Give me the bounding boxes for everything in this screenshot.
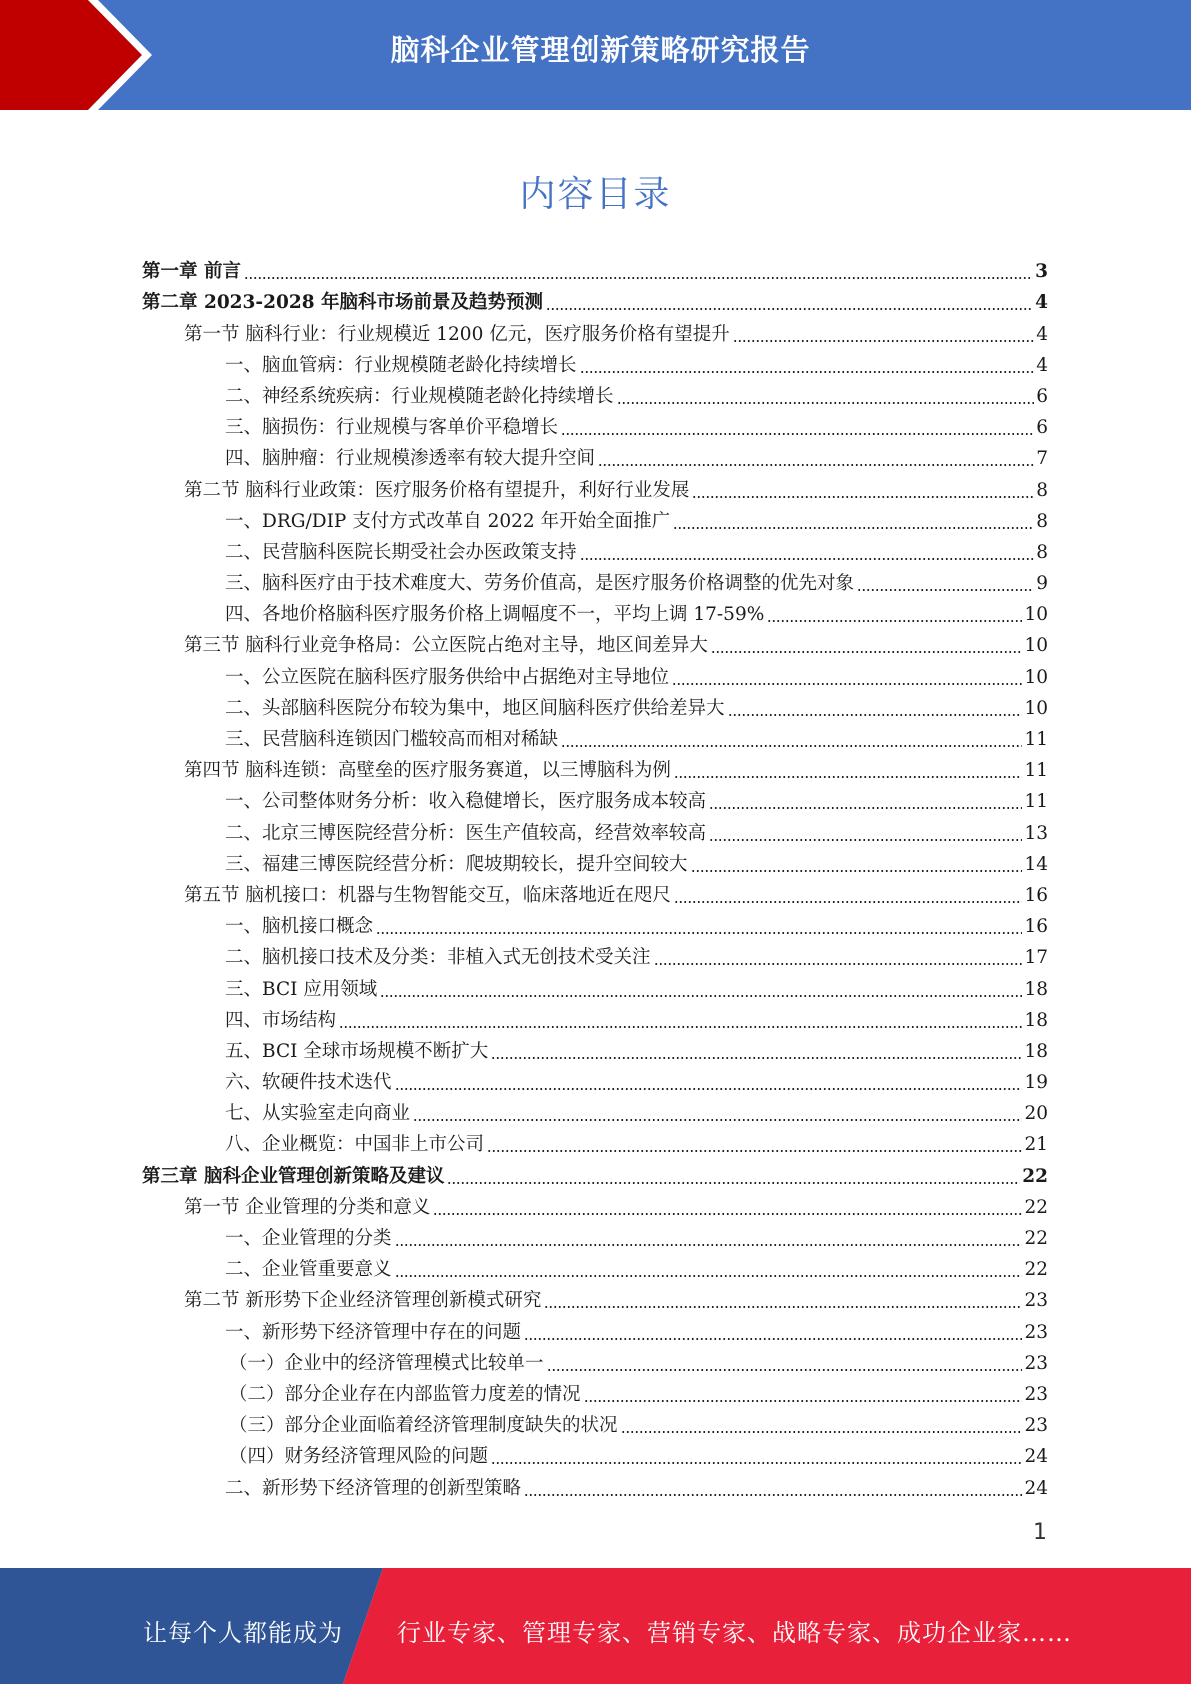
dot-leader [674,776,1023,778]
dot-leader [709,839,1022,841]
toc-entry[interactable] [140,1282,1048,1313]
toc-entry[interactable] [140,1251,1048,1282]
toc-entry-title: 六、软硬件技术迭代 [225,1072,392,1094]
toc-entry-page: 10 [1024,666,1048,688]
toc-entry[interactable] [140,1345,1048,1376]
toc-entry[interactable] [140,1189,1048,1220]
toc-entry[interactable] [140,658,1048,689]
toc-entry[interactable] [140,378,1048,409]
page-footer [0,1568,1191,1684]
toc-entry-title: 一、公立医院在脑科医疗服务供给中占据绝对主导地位 [225,666,670,688]
toc-entry[interactable] [140,284,1048,315]
toc-entry-page: 22 [1024,1196,1048,1218]
toc-entry-page: 22 [1024,1228,1048,1249]
toc-entry-page: 4 [1035,292,1048,314]
toc-entry-page: 23 [1024,1290,1048,1312]
toc-entry[interactable] [140,347,1048,378]
dot-leader [376,932,1022,934]
toc-entry-title: 五、BCI 全球市场规模不断扩大 [225,1040,489,1062]
dot-leader [561,745,1022,747]
toc-entry-title: 第二章 2023-2028 年脑科市场前景及趋势预测 [142,292,544,314]
dot-leader [395,1088,1023,1090]
toc-entry[interactable] [140,1126,1048,1157]
toc-entry-page: 16 [1024,884,1048,906]
toc-entry-page: 8 [1036,510,1048,532]
toc-entry-title: （二）部分企业存在内部监管力度差的情况 [229,1383,581,1405]
dot-leader [580,371,1035,373]
dot-leader [767,620,1022,622]
toc-entry-title: 一、企业管理的分类 [225,1228,392,1249]
toc-entry-page: 24 [1024,1446,1048,1468]
toc-entry[interactable] [140,1376,1048,1407]
dot-leader [584,1400,1023,1402]
toc-entry-page: 18 [1024,978,1048,1000]
toc-entry-title: 二、新形势下经济管理的创新型策略 [225,1477,522,1499]
toc-entry-title: 第一节 企业管理的分类和意义 [184,1196,431,1218]
toc-entry-page: 9 [1036,573,1048,595]
dot-leader [395,1275,1023,1277]
toc-entry-page: 14 [1024,853,1048,875]
toc-entry-title: 一、脑血管病：行业规模随老龄化持续增长 [225,354,577,376]
footer-slogan-right: 行业专家、管理专家、营销专家、战略专家、成功企业家…… [397,1619,1072,1647]
toc-entry-page: 23 [1024,1415,1048,1437]
toc-entry-page: 16 [1024,916,1048,938]
toc-entry[interactable] [140,690,1048,721]
toc-entry-page: 6 [1036,417,1048,439]
toc-entry-page: 11 [1024,729,1048,750]
toc-entry[interactable] [140,877,1048,908]
toc-entry[interactable] [140,471,1048,502]
dot-leader [580,558,1035,560]
toc-entry[interactable] [140,752,1048,783]
toc-entry-title: 三、福建三博医院经营分析：爬坡期较长，提升空间较大 [225,853,688,875]
dot-leader [728,714,1023,716]
toc-entry-title: 第三节 脑科行业竞争格局：公立医院占绝对主导，地区间差异大 [184,635,708,657]
dot-leader [654,963,1023,965]
toc-entry-page: 3 [1035,261,1048,283]
dot-leader [673,527,1034,529]
toc-entry-page: 8 [1036,479,1048,501]
dot-leader [711,651,1023,653]
toc-entry[interactable] [140,1033,1048,1064]
dot-leader [524,1338,1022,1340]
toc-entry[interactable] [140,503,1048,534]
dot-leader [598,464,1034,466]
toc-entry-page: 20 [1024,1103,1048,1125]
dot-leader [692,496,1034,498]
dot-leader [857,589,1034,591]
dot-leader [395,1244,1023,1246]
toc-entry-page: 23 [1024,1352,1048,1374]
dot-leader [380,995,1022,997]
toc-entry[interactable] [140,1313,1048,1344]
toc-entry-title: 三、脑科医疗由于技术难度大、劳务价值高，是医疗服务价格调整的优先对象 [225,573,855,595]
toc-entry[interactable] [140,440,1048,471]
toc-entry-title: 一、脑机接口概念 [225,916,374,938]
dot-leader [487,1150,1022,1152]
toc-entry-title: 二、头部脑科医院分布较为集中，地区间脑科医疗供给差异大 [225,697,725,719]
toc-entry-title: 三、BCI 应用领域 [225,978,378,1000]
toc-entry-page: 13 [1024,822,1048,844]
toc-entry[interactable] [140,1220,1048,1251]
dot-leader [447,1182,1020,1184]
toc-entry-title: 三、民营脑科连锁因门槛较高而相对稀缺 [225,729,559,750]
toc-entry[interactable] [140,534,1048,565]
toc-entry-page: 23 [1024,1321,1048,1343]
dot-leader [491,1057,1022,1059]
toc-entry-page: 22 [1022,1165,1048,1187]
report-title: 脑科企业管理创新策略研究报告 [390,33,811,67]
toc-entry-title: 二、神经系统疾病：行业规模随老龄化持续增长 [225,385,614,407]
toc-entry[interactable] [140,783,1048,814]
toc-entry-page: 21 [1024,1134,1048,1156]
page-number: 1 [1033,1520,1047,1545]
toc-entry-page: 23 [1024,1383,1048,1405]
dot-leader [244,277,1033,279]
dot-leader [547,1369,1023,1371]
toc-entry-title: 二、民营脑科医院长期受社会办医政策支持 [225,541,577,563]
toc-entry-title: 七、从实验室走向商业 [225,1103,411,1125]
toc-entry-title: 第一节 脑科行业：行业规模近 1200 亿元，医疗服务价格有望提升 [184,323,730,345]
toc-entry-title: 第二节 脑科行业政策：医疗服务价格有望提升，利好行业发展 [184,479,690,501]
toc-entry-title: 二、北京三博医院经营分析：医生产值较高，经营效率较高 [225,822,707,844]
toc-entry[interactable] [140,814,1048,845]
toc-entry[interactable] [140,1095,1048,1126]
dot-leader [691,870,1023,872]
toc-entry-page: 10 [1024,697,1048,719]
dot-leader [672,683,1022,685]
toc-entry-title: 四、脑肿瘤：行业规模渗透率有较大提升空间 [225,448,596,470]
toc-entry-title: （四）财务经济管理风险的问题 [229,1446,489,1468]
toc-entry-page: 6 [1036,385,1048,407]
toc-entry[interactable] [140,565,1048,596]
toc-entry[interactable] [140,970,1048,1001]
footer-slogan-left: 让每个人都能成为 [143,1619,343,1647]
toc-entry-title: 一、新形势下经济管理中存在的问题 [225,1321,522,1343]
toc-entry-page: 22 [1024,1259,1048,1281]
toc-entry-page: 10 [1024,604,1048,626]
page-header [0,0,1191,110]
toc-entry[interactable] [140,908,1048,939]
toc-entry-page: 18 [1024,1040,1048,1062]
toc-entry-page: 18 [1024,1009,1048,1031]
toc-entry-title: 第一章 前言 [142,261,241,283]
dot-leader [709,807,1022,809]
dot-leader [413,1119,1022,1121]
dot-leader [617,402,1035,404]
toc-entry-page: 4 [1036,323,1048,345]
table-of-contents [140,253,1048,1501]
toc-entry-title: （三）部分企业面临着经济管理制度缺失的状况 [229,1415,618,1437]
toc-entry[interactable] [140,253,1048,284]
toc-entry-title: 第四节 脑科连锁：高壁垒的医疗服务赛道，以三博脑科为例 [184,760,671,782]
toc-entry[interactable] [140,1157,1048,1188]
toc-entry[interactable] [140,1407,1048,1438]
toc-entry-page: 11 [1024,791,1048,813]
toc-entry-page: 17 [1024,947,1048,969]
dot-leader [674,901,1023,903]
toc-entry-page: 7 [1036,448,1048,470]
toc-entry[interactable] [140,846,1048,877]
toc-entry-title: 第二节 新形势下企业经济管理创新模式研究 [184,1290,542,1312]
dot-leader [561,433,1034,435]
toc-entry-title: （一）企业中的经济管理模式比较单一 [229,1352,544,1374]
toc-entry-page: 11 [1024,760,1048,782]
toc-entry[interactable] [140,315,1048,346]
dot-leader [733,340,1034,342]
toc-heading: 内容目录 [519,174,672,215]
dot-leader [544,1306,1022,1308]
toc-entry-page: 10 [1024,635,1048,657]
toc-entry-title: 三、脑损伤：行业规模与客单价平稳增长 [225,417,559,439]
dot-leader [546,308,1033,310]
dot-leader [433,1213,1022,1215]
toc-entry[interactable] [140,627,1048,658]
toc-entry[interactable] [140,1064,1048,1095]
toc-entry-title: 二、企业管重要意义 [225,1259,392,1281]
toc-entry[interactable] [140,1469,1048,1500]
toc-entry[interactable] [140,1002,1048,1033]
toc-entry[interactable] [140,596,1048,627]
toc-entry-title: 四、市场结构 [225,1009,337,1031]
toc-entry[interactable] [140,939,1048,970]
toc-entry[interactable] [140,1438,1048,1469]
dot-leader [339,1026,1022,1028]
toc-entry-page: 19 [1024,1072,1048,1094]
dot-leader [524,1494,1022,1496]
toc-entry-title: 一、公司整体财务分析：收入稳健增长，医疗服务成本较高 [225,791,707,813]
toc-entry[interactable] [140,409,1048,440]
toc-entry-page: 24 [1024,1477,1048,1499]
toc-entry-title: 第三章 脑科企业管理创新策略及建议 [142,1165,445,1187]
dot-leader [621,1431,1023,1433]
toc-entry-title: 第五节 脑机接口：机器与生物智能交互，临床落地近在咫尺 [184,884,671,906]
toc-entry-title: 二、脑机接口技术及分类：非植入式无创技术受关注 [225,947,651,969]
dot-leader [491,1462,1022,1464]
toc-entry-page: 4 [1036,354,1048,376]
toc-entry-page: 8 [1036,541,1048,563]
toc-entry-title: 四、各地价格脑科医疗服务价格上调幅度不一，平均上调 17-59% [225,604,765,626]
toc-entry[interactable] [140,721,1048,752]
toc-entry-title: 八、企业概览：中国非上市公司 [225,1134,485,1156]
toc-entry-title: 一、DRG/DIP 支付方式改革自 2022 年开始全面推广 [225,510,671,532]
